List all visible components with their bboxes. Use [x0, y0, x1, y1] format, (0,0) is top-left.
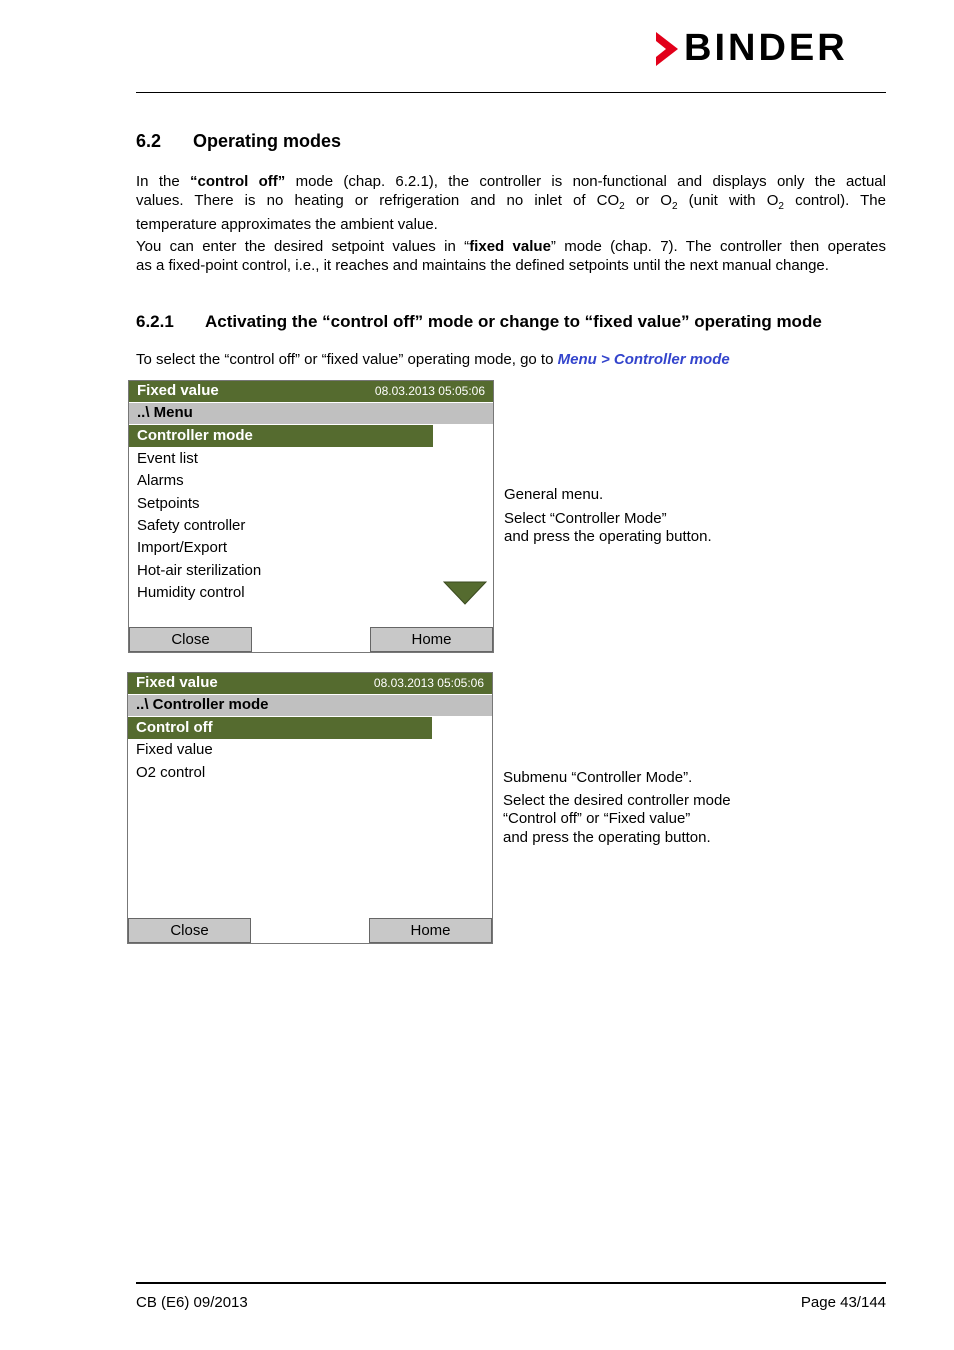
p1-sub2: 2 — [671, 200, 678, 212]
close-button[interactable]: Close — [128, 918, 251, 943]
footer-doc-id: CB (E6) 09/2013 — [136, 1294, 248, 1311]
binder-logo — [654, 27, 886, 69]
section-number: 6.2 — [136, 131, 162, 151]
p2-line2: as a fixed-point control, i.e., it reaches and maintains the defined setpoints until the next manual change. — [136, 256, 829, 274]
p1-line2-a: values. There is no heating or refrigeration and no inlet of CO — [136, 191, 620, 209]
subsection-number: 6.2.1 — [136, 312, 174, 331]
note-press-button-2: and press the operating button. — [503, 829, 711, 846]
screen-title-bar — [128, 673, 492, 694]
p1-sub1: 2 — [619, 200, 625, 212]
logo-text: BINDER — [684, 27, 848, 69]
header-rule — [136, 92, 886, 93]
menu-item-humidity-control[interactable]: Humidity control — [137, 584, 245, 601]
screen-path — [128, 695, 492, 716]
subsection-intro — [136, 351, 730, 368]
menu-item-controller-mode[interactable] — [129, 425, 433, 447]
selected-label: Control off — [136, 719, 213, 736]
p1-line3: temperature approximates the ambient value. — [136, 216, 438, 233]
p1-line2-b: or O — [624, 191, 672, 209]
controller-mode-screen — [127, 672, 493, 944]
note-select-desired: Select the desired controller mode — [503, 792, 731, 809]
home-button[interactable]: Home — [370, 627, 493, 652]
screen-datetime: 08.03.2013 05:05:06 — [373, 676, 484, 690]
menu-item-event-list[interactable]: Event list — [137, 450, 198, 467]
note-select-mode: Select “Controller Mode” — [504, 510, 667, 527]
screen-title: Fixed value — [136, 674, 218, 691]
p1-line1: mode (chap. 6.2.1), the controller is non-functional and displays only the actual — [285, 173, 886, 190]
p1-line2-c: (unit with O — [677, 191, 779, 209]
p2-bold: fixed value — [469, 238, 551, 255]
path-label: ..\ Controller mode — [136, 696, 269, 713]
note-general-menu: General menu. — [504, 486, 604, 503]
screen-title: Fixed value — [137, 382, 219, 399]
p1-bold: “control off” — [189, 173, 286, 190]
menu-item-alarms[interactable]: Alarms — [137, 472, 184, 489]
note-mode-options: “Control off” or “Fixed value” — [503, 810, 691, 827]
selected-label: Controller mode — [137, 427, 253, 444]
mode-item-control-off[interactable] — [128, 717, 432, 739]
menu-item-hot-air-sterilization[interactable]: Hot-air sterilization — [137, 562, 262, 579]
footer-page-number: Page 43/144 — [800, 1294, 886, 1311]
home-button[interactable]: Home — [369, 918, 492, 943]
p2-b: ” mode (chap. 7). The controller then operates — [550, 238, 886, 255]
path-label: ..\ Menu — [137, 404, 193, 421]
close-button[interactable]: Close — [129, 627, 252, 652]
section-title: Operating modes — [193, 131, 342, 151]
menu-item-safety-controller[interactable]: Safety controller — [137, 517, 246, 534]
menu-screen — [128, 380, 494, 653]
footer-rule — [136, 1282, 886, 1284]
menu-item-setpoints[interactable]: Setpoints — [137, 495, 200, 512]
paragraph-1 — [136, 173, 886, 235]
mode-item-fixed-value[interactable]: Fixed value — [136, 741, 213, 758]
screen-path — [129, 403, 493, 424]
intro-text: To select the “control off” or “fixed value” operating mode, go to — [136, 351, 558, 368]
note-submenu: Submenu “Controller Mode”. — [503, 769, 693, 786]
note-press-button: and press the operating button. — [504, 528, 712, 545]
p2-a: You can enter the desired setpoint values in “ — [136, 238, 470, 255]
p1-sub3: 2 — [778, 200, 784, 212]
menu-item-import-export[interactable]: Import/Export — [137, 539, 228, 556]
screen-datetime: 08.03.2013 05:05:06 — [374, 384, 485, 398]
p1-lead: In the — [136, 173, 190, 190]
p1-line2-d: control). The — [783, 191, 886, 209]
mode-item-o2-control[interactable]: O2 control — [136, 764, 206, 781]
screen-title-bar — [129, 381, 493, 402]
scroll-down-icon[interactable] — [443, 581, 487, 605]
paragraph-2 — [136, 238, 886, 275]
subsection-title: Activating the “control off” mode or change to “fixed value” operating mode — [205, 312, 822, 331]
menu-path-link[interactable]: Menu > Controller mode — [557, 351, 730, 368]
logo-arrow-icon — [654, 30, 680, 68]
